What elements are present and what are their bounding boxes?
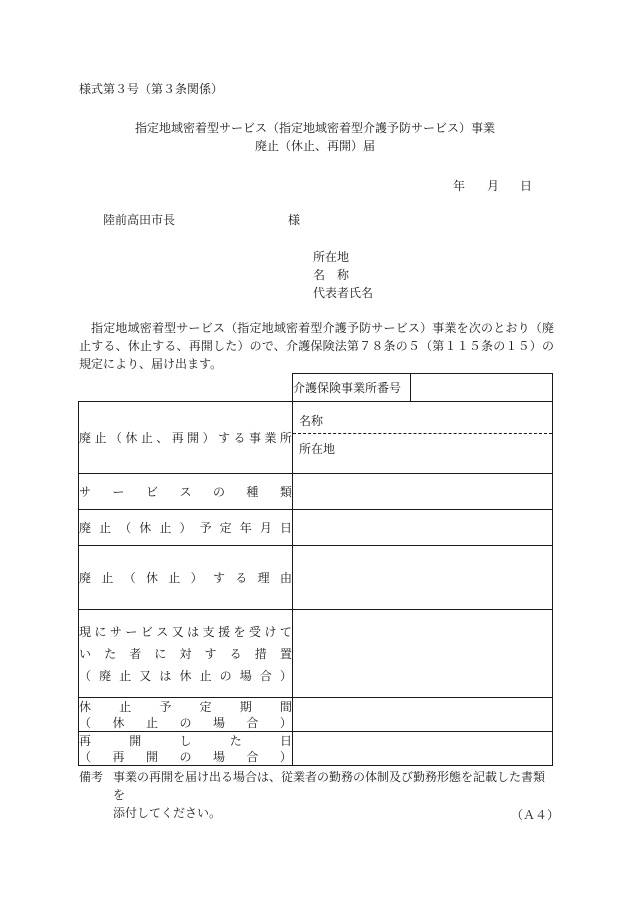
applicant-address-label: 所在地 [313, 250, 350, 264]
suspension-period-field[interactable] [293, 698, 553, 732]
table-row-planned-date [79, 510, 553, 546]
applicant-name-label: 名 称 [313, 268, 350, 282]
date-day-label: 日 [520, 179, 533, 193]
table-row-reason [79, 546, 553, 610]
form-number: 様式第３号（第３条関係） [79, 82, 224, 96]
document-title-line2: 廃止（休止、再開）届 [254, 139, 375, 153]
service-type-label: サ ー ビ ス の 種 類 [79, 484, 292, 499]
resume-date-label-line2: （ 再 開 の 場 合 ） [79, 749, 292, 764]
planned-date-field[interactable] [293, 510, 553, 546]
applicant-representative-label: 代表者氏名 [313, 286, 374, 300]
applicant-block [313, 248, 373, 302]
provider-number-label: 介護保険事業所番号 [293, 374, 411, 402]
date-year-label: 年 [453, 179, 466, 193]
table-row-provider-number [79, 374, 553, 402]
facility-label: 廃 止 （ 休 止 、 再 開 ） す る 事 業 所 [79, 430, 292, 445]
table-row-measures [79, 610, 553, 698]
date-month-label: 月 [487, 179, 500, 193]
remarks-head: 備考 [79, 770, 104, 784]
notification-form-table [78, 373, 553, 766]
document-title-line1: 指定地域密着型サービス（指定地域密着型介護予防サービス）事業 [134, 121, 495, 135]
provider-number-field[interactable] [411, 374, 553, 402]
facility-address-field[interactable] [293, 434, 552, 470]
facility-name-field[interactable] [293, 406, 552, 434]
measures-label-line2: い た 者 に 対 す る 措 置 [79, 646, 292, 661]
measures-label-line3: （ 廃 止 又 は 休 止 の 場 合 ） [79, 668, 292, 683]
measures-label-line1: 現 に サ ー ビ ス 又 は 支 援 を 受 け て [79, 624, 292, 639]
table-row-facility [79, 402, 553, 474]
facility-label-cell [79, 402, 293, 474]
notification-statement-text: 指定地域密着型サービス（指定地域密着型介護予防サービス）事業を次のとおり（廃止する、休止する、再開した）ので、介護保険法第７８条の５（第１１５条の１５）の規定により、届け出ます。 [79, 321, 554, 371]
addressee-name: 陸前高田市長 [103, 213, 176, 227]
notification-statement [79, 319, 554, 373]
service-type-field[interactable] [293, 474, 553, 510]
reason-label: 廃 止 （ 休 止 ） す る 理 由 [79, 570, 292, 585]
remarks-line2: 添付してください。 [113, 806, 222, 820]
addressee-honorific: 様 [288, 213, 301, 227]
reason-field[interactable] [293, 546, 553, 610]
date-line [0, 177, 630, 195]
facility-name-label: 名称 [299, 413, 324, 428]
paper-size-label: （Ａ４） [511, 808, 560, 822]
resume-date-label-line1: 再 開 し た 日 [79, 733, 292, 748]
remarks [79, 768, 554, 822]
table-row-suspension-period [79, 698, 553, 732]
facility-address-label: 所在地 [299, 441, 336, 456]
suspension-period-label-line1: 休 止 予 定 期 間 [79, 699, 292, 714]
table-row-resume-date [79, 732, 553, 766]
suspension-period-label-line2: （ 休 止 の 場 合 ） [79, 715, 292, 730]
resume-date-field[interactable] [293, 732, 553, 766]
table-row-service-type [79, 474, 553, 510]
measures-field[interactable] [293, 610, 553, 698]
facility-detail-cell [293, 402, 553, 474]
planned-date-label: 廃 止 （ 休 止 ） 予 定 年 月 日 [79, 520, 292, 535]
remarks-line1: 事業の再開を届け出る場合は、従業者の勤務の体制及び勤務形態を記載した書類を [113, 770, 546, 802]
